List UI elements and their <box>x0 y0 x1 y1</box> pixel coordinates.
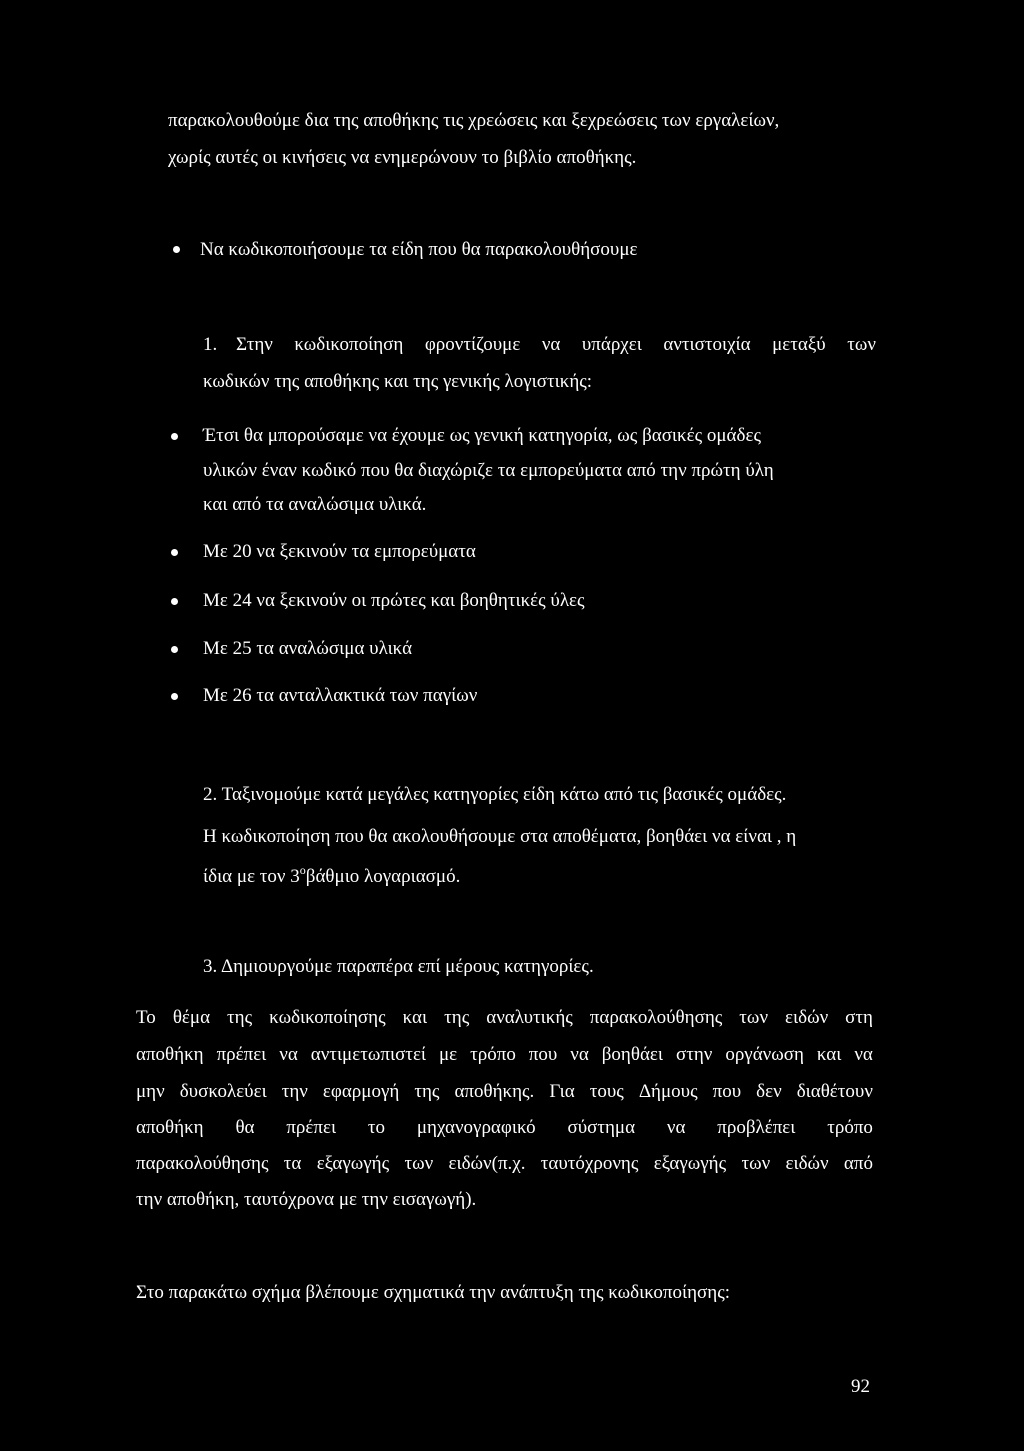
word: και <box>402 1007 428 1028</box>
word: προβλέπει <box>717 1117 796 1138</box>
step2-line-3 <box>203 864 460 890</box>
word: και <box>816 1044 842 1065</box>
page-number: 92 <box>851 1376 870 1397</box>
code-bullet-24: Με 24 να ξεκινούν οι πρώτες και βοηθητικές ύλες <box>203 590 585 611</box>
word: βοηθάει <box>601 1044 663 1065</box>
word: ταυτόχρονης <box>540 1153 639 1174</box>
word: οργάνωση <box>725 1044 804 1065</box>
word: από <box>843 1153 873 1174</box>
word: εφαρμογή <box>322 1081 400 1102</box>
intro-line-2: χωρίς αυτές οι κινήσεις να ενημερώνουν το βιβλίο αποθήκης. <box>168 147 637 168</box>
word: της <box>444 1007 470 1028</box>
paragraph-line-2 <box>136 1042 873 1068</box>
word: των <box>847 334 876 355</box>
step2-line-3-after: βάθμιο λογαριασμό. <box>305 866 461 887</box>
word: θέμα <box>172 1007 211 1028</box>
code-bullet-20: Με 20 να ξεκινούν τα εμπορεύματα <box>203 541 476 562</box>
word: μην <box>136 1081 165 1102</box>
paragraph-line-1 <box>136 1005 873 1031</box>
word: τα <box>283 1153 302 1174</box>
example-line-3: και από τα αναλώσιμα υλικά. <box>203 494 427 515</box>
step3-line: 3. Δημιουργούμε παραπέρα επί μέρους κατηγορίες. <box>203 956 594 977</box>
diagram-intro-line: Στο παρακάτω σχήμα βλέπουμε σχηματικά την ανάπτυξη της κωδικοποίησης: <box>136 1282 731 1303</box>
example-line-2: υλικών έναν κωδικό που θα διαχώριζε τα εμπορεύματα από την πρώτη ύλη <box>203 460 774 481</box>
paragraph-line-4 <box>136 1115 873 1141</box>
word: στη <box>845 1007 873 1028</box>
bullet-icon <box>171 693 178 700</box>
word: αντιστοιχία <box>663 334 751 355</box>
bullet-icon <box>171 433 178 440</box>
word: της <box>414 1081 440 1102</box>
word: εξαγωγής <box>653 1153 727 1174</box>
word: ειδών <box>785 1007 829 1028</box>
word: αναλυτικής <box>486 1007 573 1028</box>
word: των <box>741 1153 771 1174</box>
word: να <box>854 1044 873 1065</box>
ordinal-superscript: ο <box>299 863 306 877</box>
paragraph-line-6: την αποθήκη, ταυτόχρονα με την εισαγωγή). <box>136 1189 477 1210</box>
word: τους <box>589 1081 624 1102</box>
step1-number: 1. <box>203 334 218 355</box>
word: με <box>439 1044 458 1065</box>
step2-line-2: Η κωδικοποίηση που θα ακολουθήσουμε στα αποθέματα, βοηθάει να είναι , η <box>203 826 797 847</box>
step1-line-2: κωδικών της αποθήκης και της γενικής λογιστικής: <box>203 371 593 392</box>
paragraph-line-5 <box>136 1151 873 1177</box>
word: ειδών <box>785 1153 829 1174</box>
step1-line-1 <box>236 332 876 358</box>
bullet-icon <box>171 549 178 556</box>
step2-line-1: 2. Ταξινομούμε κατά μεγάλες κατηγορίες είδη κάτω από τις βασικές ομάδες. <box>203 784 787 805</box>
word: κωδικοποίηση <box>294 334 404 355</box>
word: να <box>541 334 561 355</box>
word: που <box>712 1081 742 1102</box>
word: πρέπει <box>216 1044 267 1065</box>
word: πρέπει <box>286 1117 337 1138</box>
word: να <box>570 1044 589 1065</box>
bullet-icon <box>171 646 178 653</box>
word: μηχανογραφικό <box>416 1117 536 1138</box>
word: που <box>528 1044 558 1065</box>
word: των <box>739 1007 769 1028</box>
code-bullet-26: Με 26 τα ανταλλακτικά των παγίων <box>203 685 478 706</box>
word: Για <box>549 1081 575 1102</box>
step2-line-3-before: ίδια με τον 3 <box>203 866 300 887</box>
word: αποθήκη <box>136 1044 204 1065</box>
word: δυσκολεύει <box>179 1081 267 1102</box>
word: υπάρχει <box>581 334 642 355</box>
code-bullet-25: Με 25 τα αναλώσιμα υλικά <box>203 638 413 659</box>
word: εξαγωγής <box>316 1153 390 1174</box>
word: φροντίζουμε <box>424 334 521 355</box>
paragraph-line-3 <box>136 1079 873 1105</box>
word: κωδικοποίησης <box>269 1007 386 1028</box>
word: διαθέτουν <box>796 1081 873 1102</box>
word: τρόπο <box>827 1117 873 1138</box>
word: σύστημα <box>567 1117 636 1138</box>
bullet-icon <box>173 246 180 253</box>
word: Στην <box>236 334 273 355</box>
word: να <box>666 1117 686 1138</box>
word: στην <box>675 1044 713 1065</box>
word: μεταξύ <box>772 334 826 355</box>
word: των <box>404 1153 434 1174</box>
word: Το <box>136 1007 156 1028</box>
word: παρακολούθησης <box>136 1153 269 1174</box>
word: το <box>367 1117 386 1138</box>
word: δεν <box>756 1081 782 1102</box>
intro-line-1: παρακολουθούμε δια της αποθήκης τις χρεώσεις και ξεχρεώσεις των εργαλείων, <box>168 110 780 131</box>
word: τρόπο <box>470 1044 516 1065</box>
word: αποθήκης. <box>454 1081 535 1102</box>
word: θα <box>235 1117 255 1138</box>
bullet-icon <box>171 598 178 605</box>
word: ειδών(π.χ. <box>448 1153 526 1174</box>
bullet-encode-text: Να κωδικοποιήσουμε τα είδη που θα παρακολουθήσουμε <box>200 239 638 260</box>
word: παρακολούθησης <box>589 1007 723 1028</box>
example-line-1: Έτσι θα μπορούσαμε να έχουμε ως γενική κατηγορία, ως βασικές ομάδες <box>203 425 761 446</box>
word: Δήμους <box>638 1081 698 1102</box>
word: να <box>279 1044 298 1065</box>
word: της <box>227 1007 253 1028</box>
word: την <box>281 1081 308 1102</box>
word: αποθήκη <box>136 1117 204 1138</box>
word: αντιμετωπιστεί <box>310 1044 427 1065</box>
